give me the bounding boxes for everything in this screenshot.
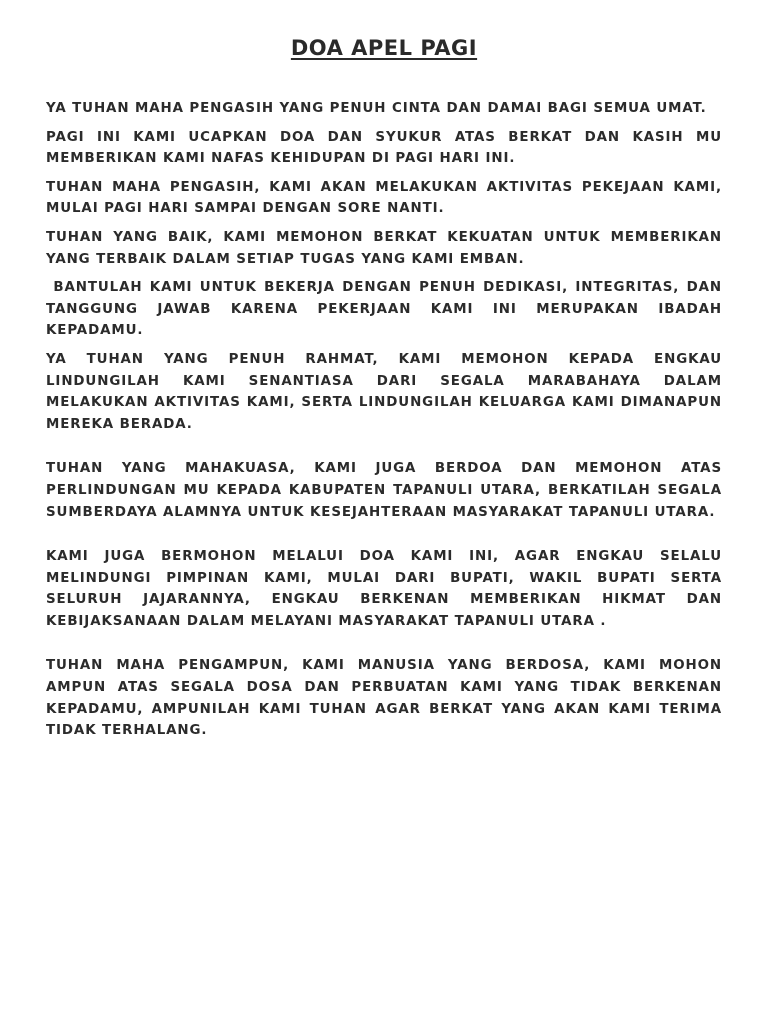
paragraph-5: BANTULAH KAMI UNTUK BEKERJA DENGAN PENUH DEDIKASI, INTEGRITAS, DAN TANGGUNG JAWAB KARENA PEKERJAAN KAMI INI MERUPAKAN IBADAH KEPADAMU. (46, 280, 728, 339)
paragraph-9: TUHAN MAHA PENGAMPUN, KAMI MANUSIA YANG BERDOSA, KAMI MOHON AMPUN ATAS SEGALA DOSA DAN PERBUATAN KAMI YANG TIDAK BERKENAN KEPADAMU, AMPUNILAH KAMI TUHAN AGAR BERKAT YANG AKAN KAMI TERIMA TIDAK TERHALANG. (46, 658, 722, 739)
paragraph-8: KAMI JUGA BERMOHON MELALUI DOA KAMI INI, AGAR ENGKAU SELALU MELINDUNGI PIMPINAN KAMI, MULAI DARI BUPATI, WAKIL BUPATI SERTA SELURUH JAJARANNYA, ENGKAU BERKENAN MEMBERIKAN HIKMAT DAN KEBIJAKSANAAN DALAM MELAYANI MASYARAKAT TAPANULI UTARA . (46, 549, 722, 629)
paragraph-4: TUHAN YANG BAIK, KAMI MEMOHON BERKAT KEKUATAN UNTUK MEMBERIKAN YANG TERBAIK DALAM SETIAP TUGAS YANG KAMI EMBAN. (46, 229, 722, 267)
paragraph-1: YA TUHAN MAHA PENGASIH YANG PENUH CINTA DAN DAMAI BAGI SEMUA UMAT. (46, 101, 707, 116)
paragraph-3: TUHAN MAHA PENGASIH, KAMI AKAN MELAKUKAN AKTIVITAS PEKEJAAN KAMI, MULAI PAGI HARI SAMPAI DENGAN SORE NANTI. (46, 179, 722, 217)
paragraph-7: TUHAN YANG MAHAKUASA, KAMI JUGA BERDOA DAN MEMOHON ATAS PERLINDUNGAN MU KEPADA KABUPATEN TAPANULI UTARA, BERKATILAH SEGALA SUMBERDAYA ALAMNYA UNTUK KESEJAHTERAAN MASYARAKAT TAPANULI UTARA. (46, 461, 722, 520)
paragraph-6: YA TUHAN YANG PENUH RAHMAT, KAMI MEMOHON KEPADA ENGKAU LINDUNGILAH KAMI SENANTIASA DARI SEGALA MARABAHAYA DALAM MELAKUKAN AKTIVITAS KAMI, SERTA LINDUNGILAH KELUARGA KAMI DIMANAPUN MEREKA BERADA. (46, 351, 722, 432)
paragraph-2: PAGI INI KAMI UCAPKAN DOA DAN SYUKUR ATAS BERKAT DAN KASIH MU MEMBERIKAN KAMI NAFAS KEHIDUPAN DI PAGI HARI INI. (46, 129, 722, 167)
document-title: DOA APEL PAGI (290, 36, 478, 60)
